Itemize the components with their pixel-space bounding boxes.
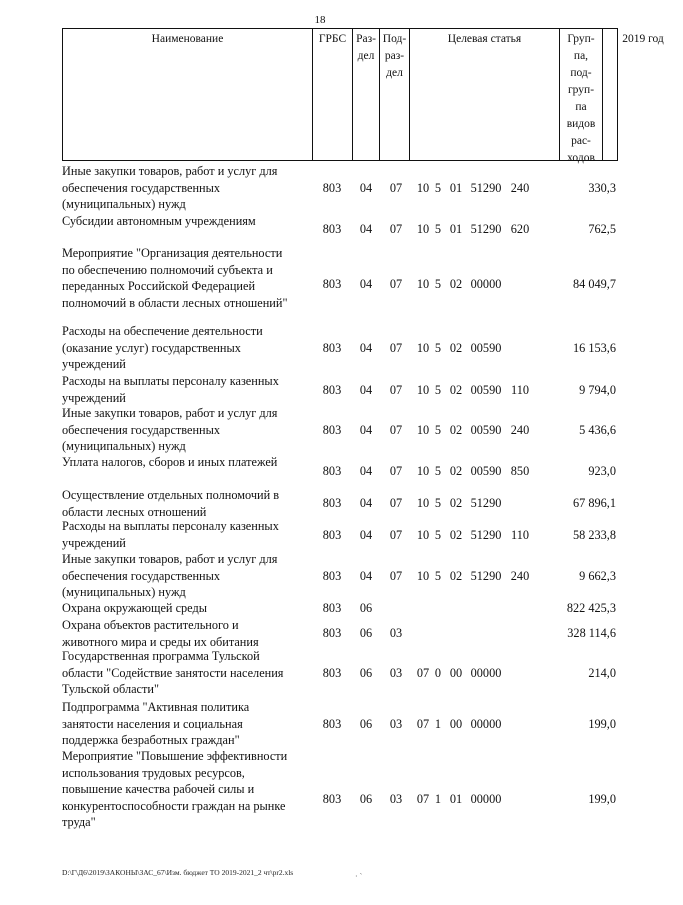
row-grbs: 803 [322, 464, 342, 478]
row-target-subprogram: 5 [434, 569, 442, 583]
file-path-footer: D:\Г\Д6\2019\ЗАКОНЫ\ЗАС_67\Изм. бюджет ТО 2019-2021_2 чт\pr2.xls [62, 868, 294, 877]
row-sum: 330,3 [588, 181, 616, 195]
row-target-program: 10 [416, 181, 430, 195]
row-target-event: 02 [449, 341, 463, 355]
row-target-direction: 51290 [470, 181, 502, 195]
row-vid: 240 [510, 569, 530, 583]
row-sum: 16 153,6 [572, 341, 616, 355]
row-name: Расходы на обеспечение деятельности (оказание услуг) государственных учреждений [62, 324, 263, 371]
row-name: Подпрограмма "Активная политика занятости населения и социальная поддержка безработных граждан" [62, 700, 250, 747]
row-target-program: 10 [416, 464, 430, 478]
header-year: 2019 год [622, 33, 664, 45]
scan-speck: · ˋ [355, 872, 363, 881]
row-target-direction: 51290 [470, 222, 502, 236]
row-razdel: 04 [359, 277, 373, 291]
row-target-direction: 51290 [470, 496, 502, 510]
row-target-direction: 51290 [470, 569, 502, 583]
row-target-event: 02 [449, 277, 463, 291]
row-podrazdel: 07 [389, 277, 403, 291]
row-target-event: 00 [449, 717, 463, 731]
row-target-program: 10 [416, 423, 430, 437]
row-podrazdel: 07 [389, 222, 403, 236]
row-name: Осуществление отдельных полномочий в области лесных отношений [62, 488, 280, 519]
row-razdel: 06 [359, 717, 373, 731]
row-grbs: 803 [322, 717, 342, 731]
row-grbs: 803 [322, 423, 342, 437]
row-razdel: 04 [359, 464, 373, 478]
row-sum: 67 896,1 [572, 496, 616, 510]
row-grbs: 803 [322, 792, 342, 806]
row-vid: 240 [510, 181, 530, 195]
row-podrazdel: 07 [389, 496, 403, 510]
row-razdel: 04 [359, 181, 373, 195]
row-target-subprogram: 5 [434, 423, 442, 437]
row-target-event: 02 [449, 383, 463, 397]
row-target-program: 10 [416, 222, 430, 236]
row-razdel: 04 [359, 383, 373, 397]
row-target-event: 01 [449, 792, 463, 806]
row-vid: 110 [511, 383, 529, 397]
row-target-program: 10 [416, 528, 430, 542]
row-sum: 762,5 [588, 222, 616, 236]
row-target-subprogram: 5 [434, 528, 442, 542]
row-target-event: 00 [449, 666, 463, 680]
header-name: Наименование [63, 29, 313, 160]
row-razdel: 04 [359, 496, 373, 510]
row-target-direction: 00000 [470, 792, 502, 806]
row-target-program: 10 [416, 569, 430, 583]
row-target-program: 10 [416, 383, 430, 397]
row-target-direction: 51290 [470, 528, 502, 542]
table-header [62, 28, 664, 164]
row-grbs: 803 [322, 569, 342, 583]
row-grbs: 803 [322, 666, 342, 680]
row-name: Расходы на выплаты персоналу казенных учреждений [62, 374, 279, 405]
row-podrazdel: 07 [389, 528, 403, 542]
row-name: Иные закупки товаров, работ и услуг для обеспечения государственных (муниципальных) нужд [62, 164, 278, 211]
row-grbs: 803 [322, 496, 342, 510]
row-target-subprogram: 5 [434, 496, 442, 510]
row-razdel: 04 [359, 569, 373, 583]
row-target-subprogram: 5 [434, 464, 442, 478]
row-razdel: 06 [359, 626, 373, 640]
row-grbs: 803 [322, 341, 342, 355]
row-sum: 9 662,3 [579, 569, 616, 583]
row-target-direction: 00590 [470, 383, 502, 397]
row-grbs: 803 [322, 383, 342, 397]
row-grbs: 803 [322, 626, 342, 640]
row-name: Расходы на выплаты персоналу казенных учреждений [62, 519, 279, 550]
row-name: Мероприятие "Повышение эффективности использования трудовых ресурсов, повышение качества рабочей силы и конкурентоспособности граждан на рынке труда" [62, 749, 288, 829]
row-sum: 5 436,6 [579, 423, 616, 437]
header-vid: Груп- па, под- груп- па видов рас- ходов [560, 29, 603, 160]
row-target-subprogram: 0 [434, 666, 442, 680]
row-podrazdel: 03 [389, 666, 403, 680]
header-grbs: ГРБС [313, 29, 353, 160]
header-razdel: Раз- дел [353, 29, 380, 160]
row-vid: 110 [511, 528, 529, 542]
row-razdel: 06 [359, 666, 373, 680]
row-name: Иные закупки товаров, работ и услуг для обеспечения государственных (муниципальных) нужд [62, 406, 278, 453]
row-podrazdel: 03 [389, 626, 403, 640]
row-podrazdel: 03 [389, 717, 403, 731]
row-target-subprogram: 5 [434, 341, 442, 355]
row-target-program: 10 [416, 341, 430, 355]
row-name: Охрана объектов растительного и животного мира и среды их обитания [62, 618, 259, 649]
row-podrazdel: 07 [389, 569, 403, 583]
row-vid: 240 [510, 423, 530, 437]
page-number: 18 [314, 14, 326, 26]
row-sum: 199,0 [588, 792, 616, 806]
row-target-event: 01 [449, 181, 463, 195]
row-podrazdel: 03 [389, 792, 403, 806]
row-razdel: 04 [359, 341, 373, 355]
row-razdel: 06 [359, 792, 373, 806]
row-razdel: 06 [359, 601, 373, 615]
row-target-direction: 00590 [470, 464, 502, 478]
row-target-program: 10 [416, 277, 430, 291]
row-target-event: 02 [449, 423, 463, 437]
row-sum: 822 425,3 [566, 601, 616, 615]
row-sum: 84 049,7 [572, 277, 616, 291]
row-target-event: 02 [449, 464, 463, 478]
row-target-direction: 00590 [470, 341, 502, 355]
row-podrazdel: 07 [389, 383, 403, 397]
row-target-program: 07 [416, 717, 430, 731]
row-target-direction: 00000 [470, 717, 502, 731]
row-target-direction: 00000 [470, 277, 502, 291]
row-sum: 214,0 [588, 666, 616, 680]
row-sum: 328 114,6 [567, 626, 616, 640]
row-name: Субсидии автономным учреждениям [62, 214, 256, 228]
header-podrazdel: Под- раз- дел [380, 29, 410, 160]
row-sum: 58 233,8 [572, 528, 616, 542]
row-podrazdel: 07 [389, 464, 403, 478]
row-target-subprogram: 5 [434, 181, 442, 195]
row-target-direction: 00000 [470, 666, 502, 680]
row-vid: 620 [510, 222, 530, 236]
row-target-direction: 00590 [470, 423, 502, 437]
row-razdel: 04 [359, 528, 373, 542]
row-podrazdel: 07 [389, 341, 403, 355]
row-razdel: 04 [359, 423, 373, 437]
row-grbs: 803 [322, 601, 342, 615]
row-podrazdel: 07 [389, 181, 403, 195]
row-razdel: 04 [359, 222, 373, 236]
row-target-subprogram: 1 [434, 792, 442, 806]
row-target-event: 02 [449, 496, 463, 510]
row-name: Мероприятие "Организация деятельности по обеспечению полномочий субъекта и переданных Российской Федерацией полномочий в области лесных отношений" [62, 246, 288, 310]
row-grbs: 803 [322, 528, 342, 542]
row-vid: 850 [510, 464, 530, 478]
row-target-event: 01 [449, 222, 463, 236]
header-target: Целевая статья [410, 29, 560, 160]
row-target-subprogram: 1 [434, 717, 442, 731]
row-target-program: 07 [416, 666, 430, 680]
row-target-subprogram: 5 [434, 383, 442, 397]
row-sum: 9 794,0 [579, 383, 616, 397]
row-podrazdel: 07 [389, 423, 403, 437]
row-grbs: 803 [322, 181, 342, 195]
row-target-subprogram: 5 [434, 277, 442, 291]
row-target-program: 10 [416, 496, 430, 510]
row-name: Иные закупки товаров, работ и услуг для обеспечения государственных (муниципальных) нужд [62, 552, 278, 599]
row-target-program: 07 [416, 792, 430, 806]
row-sum: 199,0 [588, 717, 616, 731]
row-target-event: 02 [449, 528, 463, 542]
row-sum: 923,0 [588, 464, 616, 478]
row-name: Охрана окружающей среды [62, 601, 207, 615]
row-name: Государственная программа Тульской области "Содействие занятости населения Тульской области" [62, 649, 284, 696]
row-grbs: 803 [322, 277, 342, 291]
row-target-event: 02 [449, 569, 463, 583]
row-target-subprogram: 5 [434, 222, 442, 236]
row-grbs: 803 [322, 222, 342, 236]
row-name: Уплата налогов, сборов и иных платежей [62, 455, 278, 469]
